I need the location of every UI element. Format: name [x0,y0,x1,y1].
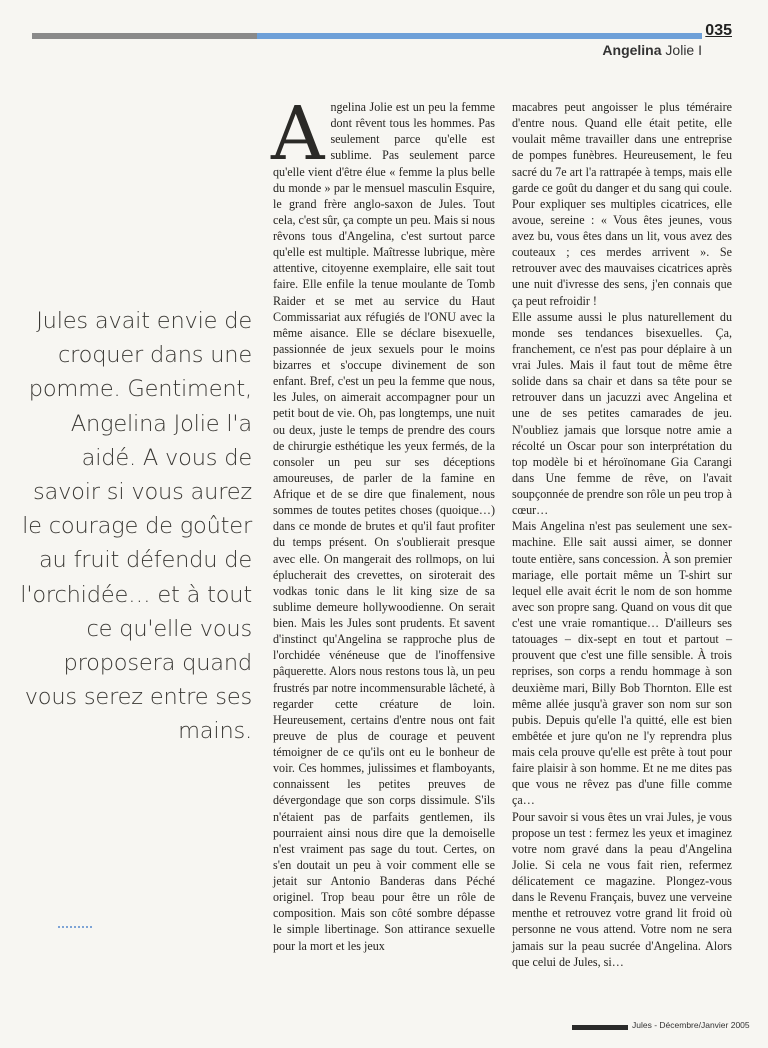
footer-bar [572,1025,628,1030]
article-paragraph: macabres peut angoisser le plus téméraire d'entre nous. Quand elle était petite, elle voulait même travailler dans une entreprise de pompes funèbres. Heureusement, le feu sacré du 7e art l'a rattrapée à temps, mais elle garde ce goût du danger et du sang qui coule. Pour expliquer ses multiples cicatrices, elle avoue, sereine : « Vous êtes jeunes, vous avez bu, vous êtes dans un lit, vous avez des couteaux ; ces merdes arrivent ». Se retrouver avec des mauvaises cicatrices après une nuit d'ivresse des sens, j'en connais que ça peut refroidir ! [512,100,732,308]
footer-text: Jules - Décembre/Janvier 2005 [632,1020,750,1030]
page-number: 035 [705,22,732,39]
article-paragraph: Pour savoir si vous êtes un vrai Jules, je vous propose un test : fermez les yeux et imaginez votre nom gravé dans la peau d'Angelina Jolie. Si cela ne vous fait rien, refermez délicatement ce magazine. Plongez-vous dans le Revenu Français, buvez une verveine menthe et retrouvez votre grand lit froid où personne ne vous attend. Votre nom ne sera jamais sur la peau sucrée d'Angelina. Alors que celui de Jules, si… [512,809,732,969]
running-head-bold: Angelina [602,42,662,58]
pull-quote: Jules avait envie de croquer dans une pomme. Gentiment, Angelina Jolie l'a aidé. A vous de savoir si vous aurez le courage de goûter au fruit défendu de l'orchidée… et à tout ce qu'elle vous proposera quand vous serez entre ses mains. [20,308,252,745]
top-rule-dark-segment [32,33,257,39]
article-column-1 [271,91,496,954]
article-paragraph: Mais Angelina n'est pas seulement une sex-machine. Elle sait aussi aimer, se donner toute entière, sans concession. À son premier mariage, elle portait même un T-shirt sur lequel elle avait écrit le nom de son homme avec son propre sang. Quand on vous dit que c'est une vraie romantique… D'ailleurs ses tatouages – dix-sept en tout et partout – prouvent que c'est une fille sensible. À trois reprises, son corps a rendu hommage à son deuxième mari, Billy Bob Thornton. Elle est même allée jusqu'à graver son nom sur son pubis. Depuis qu'elle l'a quitté, elle est bien embêtée et jure qu'on ne l'y reprendra plus mais cela prouve qu'elle est prête à tout pour faire plaisir à son homme. Et ne me dites pas que vous ne rêvez pas d'une fille comme ça… [512,519,732,808]
article-column-2 [512,99,732,970]
top-rule [32,33,702,39]
running-head-rest: Jolie I [661,42,702,58]
scan-mark [58,926,92,931]
article-paragraph: Elle assume aussi le plus naturellement du monde ses tendances bisexuelles. Ça, franchement, ce n'est pas pour déplaire à un vrai Jules. Mais il faut tout de même être solide dans sa chair et dans sa tête pour se retrouver dans un jacuzzi avec Angelina et une de ses petites camarades de jeu. N'oubliez jamais que lorsque notre amie a récolté un Oscar pour son interprétation du top modèle bi et héroïnomane Gia Carangi dans Une femme de rêve, on l'avait soupçonnée de prendre son rôle un peu trop à cœur… [512,309,732,518]
drop-cap: A [271,91,325,177]
top-rule-blue-segment [257,33,702,39]
running-head [602,42,702,58]
article-paragraph: ngelina Jolie est un peu la femme dont rêvent tous les hommes. Pas seulement parce qu'elle est sublime. Pas seulement parce qu'elle vient d'être élue « femme la plus belle du monde » par le mensuel masculin Esquire, le grand frère anglo-saxon de Jules. Tout cela, c'est sûr, ça compte un peu. Mais si nous rêvons tous d'Angelina, c'est surtout parce qu'elle est multiple. Maîtresse lubrique, mère attentive, citoyenne exemplaire, elle sait tout faire. Elle enfile la tenue moulante de Tomb Raider et se met au service du Haut Commissariat aux réfugiés de l'ONU avec la même aisance. Elle se déclare bisexuelle, passionnée de jeux sexuels pour le moins bizarres et s'occupe divinement de son enfant. Bref, c'est un peu la femme que nous, les Jules, on aimerait accompagner pour un petit bout de vie. Oh, pas longtemps, une nuit ou deux, juste le temps de prendre des cours de chirurgie esthétique les yeux fermés, de la consoler un peu sur ses déceptions amoureuses, de parler de la famine en Afrique et de se dire que finalement, nous sommes de toutes petites choses (quoique…) dans ce monde de brutes et qu'il faut profiter du temps présent. On s'oublierait presque avec elle. On mangerait des rollmops, on lui éplucherait des crevettes, on siroterait des vodkas tonic dans le lit king size de sa sublime demeure hollywoodienne. On serait bien. Mais les Jules sont prudents. Et savent d'instinct qu'Angelina se rapproche plus de l'orchidée vénéneuse que de l'inoffensive pâquerette. Alors nous restons tous là, un peu frustrés par notre incommensurable lâcheté, à regarder cette créature de loin. Heureusement, certains d'entre nous ont fait preuve de plus de courage et peuvent témoigner de ce qu'ils ont eu le bonheur de voir. Ces hommes, julissimes et flamboyants, connaissent les petites preuves de dévergondage que son corps dissimule. S'ils n'étaient pas de parfaits gentlemen, ils pourraient ainsi nous dire que la demoiselle n'est vraiment pas sage du tout. Certes, on s'en doutait un peu à voir comment elle se jetait sur Antonio Banderas dans Péché originel. Trop beau pour être un rôle de composition. Mais son côté sombre dépasse le simple libertinage. Son attirance sexuelle pour la mort et les jeux [273,100,496,953]
